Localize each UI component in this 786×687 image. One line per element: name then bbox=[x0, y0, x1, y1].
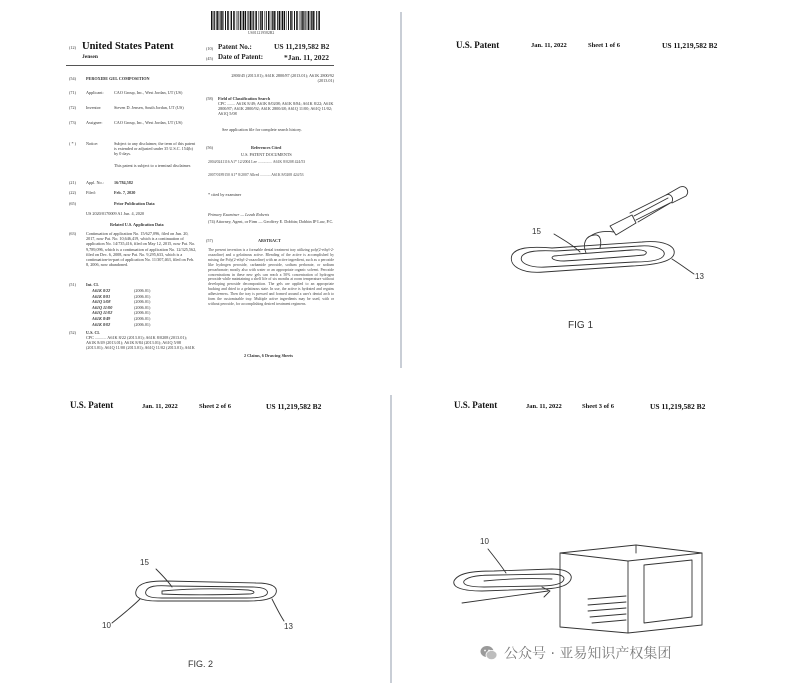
field-title: PEROXIDE GEL COMPOSITION bbox=[86, 76, 150, 81]
fig2-ref-10: 10 bbox=[102, 621, 111, 630]
sheet1-header-left: U.S. Patent bbox=[456, 40, 500, 50]
filed-label: Filed: bbox=[86, 190, 96, 195]
fig2-drawing bbox=[66, 393, 362, 683]
fig1-label: FIG 1 bbox=[568, 320, 594, 331]
code-71: (71) bbox=[69, 90, 76, 95]
us-cl-head: U.S. Cl. bbox=[86, 330, 100, 335]
patent-date: *Jan. 11, 2022 bbox=[284, 53, 330, 62]
prior-pub-head: Prior Publication Data bbox=[114, 201, 155, 206]
code-notice: ( * ) bbox=[69, 141, 76, 146]
search-classes: CPC ........ A61K 8/49; A61K 8/0208; A61K 8/84; A61K 8/22; A61K 2800/87; A61K 2800/92; A61K 2800/48; A61Q 11/00; A61Q 11/02; A61Q 5/08 bbox=[218, 101, 334, 117]
inventor-label: Inventor: bbox=[86, 105, 102, 110]
sheet2-header-sheet: Sheet 2 of 6 bbox=[199, 403, 231, 410]
int-cl-row bbox=[92, 299, 150, 304]
patent-front-page bbox=[66, 8, 336, 368]
appl-no-label: Appl. No.: bbox=[86, 180, 104, 185]
fig3-drawing bbox=[392, 393, 782, 683]
int-cl-year: (2006.01) bbox=[134, 316, 151, 321]
sheet1-header-no: US 11,219,582 B2 bbox=[662, 41, 718, 50]
int-cl-year: (2006.01) bbox=[134, 304, 151, 310]
watermark bbox=[480, 643, 671, 663]
fig2-ref-13: 13 bbox=[284, 622, 293, 631]
int-cl-year: (2006.01) bbox=[134, 288, 151, 293]
patent-no: US 11,219,582 B2 bbox=[274, 42, 330, 51]
inventor-value: Steven D. Jensen, South Jordan, UT (US) bbox=[114, 105, 184, 110]
notice-text: Subject to any disclaimer, the term of this patent is extended or adjusted under 35 U.S.C. 154(b) by 0 days. bbox=[114, 141, 196, 157]
sheet3-header-left: U.S. Patent bbox=[454, 400, 498, 410]
applicant-label: Applicant: bbox=[86, 90, 104, 95]
search-note: See application file for complete search history. bbox=[222, 127, 302, 132]
fig2-ref-15: 15 bbox=[140, 558, 149, 567]
int-cl-code: A61K 8/22 bbox=[92, 288, 111, 293]
patent-title: United States Patent bbox=[82, 41, 174, 52]
fig3-ref-10: 10 bbox=[480, 537, 489, 546]
int-cl-head: Int. Cl. bbox=[86, 282, 99, 287]
related-data: Continuation of application No. 15/627,096, filed on Jun. 20, 2017, now Pat. No. 10,646,419, which is a continuation of application No. 14/735,416, filed on May 12, 2015, now Pat. No. 9,789,096, which is a continuation of application No. 12/325,562, filed on Dec. 6, 2008, now Pat. No. 9,295,633, which is a continuation-in-part of application No. 11/307,463, filed on Feb. 8, 2006, now abandoned. bbox=[86, 231, 197, 268]
ref-2: 2007/0189150 A1* 8/2007 Allred ........... A61K 8/0208 424/53 bbox=[208, 173, 304, 177]
sheet3-header-no: US 11,219,582 B2 bbox=[650, 402, 706, 411]
code-58: (58) bbox=[206, 96, 213, 101]
us-cl: CPC ........... A61K 8/22 (2013.01); A61K 8/0208 (2013.01); A61K 8/49 (2013.01); A61K 8/84 (2013.01); A61Q 5/08 (2013.01); A61Q 11/00 (2013.01); A61Q 11/02 (2013.01); A61K bbox=[86, 335, 195, 351]
code-12: (12) bbox=[69, 45, 76, 50]
int-cl-code: A61K 8/81 bbox=[92, 293, 111, 299]
fig2-label: FIG. 2 bbox=[188, 659, 214, 669]
sheet3-header-date: Jan. 11, 2022 bbox=[526, 403, 562, 410]
barcode-icon bbox=[66, 8, 336, 38]
date-label: Date of Patent: bbox=[218, 53, 264, 61]
code-72: (72) bbox=[69, 105, 76, 110]
refs-head: References Cited bbox=[251, 145, 282, 150]
assignee-label: Assignee: bbox=[86, 120, 103, 125]
appl-no: 16/784,582 bbox=[114, 180, 133, 185]
header-rule bbox=[66, 65, 334, 66]
claims-count: 2 Claims, 6 Drawing Sheets bbox=[244, 353, 293, 358]
us-docs-head: U.S. PATENT DOCUMENTS bbox=[241, 152, 292, 157]
code-73: (73) bbox=[69, 120, 76, 125]
code-56: (56) bbox=[206, 145, 213, 150]
watermark-text: 公众号 · 亚易知识产权集团 bbox=[504, 646, 672, 662]
ref-1: 2004/0241116 A1* 12/2004 Lee ............... A61K 8/0208 424/53 bbox=[208, 160, 306, 164]
sheet2-header-left: U.S. Patent bbox=[70, 400, 114, 410]
attorney: (74) Attorney, Agent, or Firm — Geoffrey E. Dobbin; Dobbin IP Law, P.C. bbox=[208, 219, 334, 224]
int-cl-row bbox=[92, 310, 150, 315]
code-52: (52) bbox=[69, 330, 76, 335]
divider-top bbox=[400, 12, 402, 368]
sheet3-header-sheet: Sheet 3 of 6 bbox=[582, 403, 614, 410]
int-cl-row bbox=[92, 322, 150, 327]
code-10: (10) bbox=[206, 46, 213, 51]
drawing-sheet-2 bbox=[66, 393, 362, 683]
code-57: (57) bbox=[206, 238, 213, 243]
code-51: (51) bbox=[69, 282, 76, 287]
int-cl-code: A61K 8/49 bbox=[92, 316, 111, 321]
sheet2-header-date: Jan. 11, 2022 bbox=[142, 403, 178, 410]
applicant-value: CAO Group, Inc., West Jordan, UT (US) bbox=[114, 90, 183, 95]
code-45: (45) bbox=[206, 56, 213, 61]
int-cl-row bbox=[92, 294, 150, 299]
cpc-cont: 2800/45 (2013.01); A61K 2800/87 (2013.01); A61K 2800/92 (2013.01) bbox=[231, 73, 334, 84]
abstract-text: The present invention is a formable dental treatment tray utilizing poly(2-ethyl-2-oxazoline) and a gelatinous active. Blending of the active is accomplished by mixing the Poly(2-ethyl-2-oxazoline) with an active ingredient, such as a peroxide like hydrogen peroxide, carbamide peroxide, sodium perborate, or sodium percarbonate; mostly also with water or an appropriate organic solvent. Peroxide concentrations in these new gels can reach a 50% concentration of hydrogen peroxide while maintaining a shelf life of six months at room temperature without developing peroxide decomposition. The gels are applied to an appropriate backing and dried to a gelatinous state. In use, the active is hydrated and regains adhesiveness. Then the tray is pressed and formed around a user's dental arch to form the customizable tray. Multiple active ingredients may be used, with or without peroxide, for accomplishing desired treatment regimens. bbox=[208, 248, 334, 306]
inventor-short: Jensen bbox=[82, 54, 98, 60]
ref-15: 15 bbox=[532, 227, 541, 236]
int-cl-row bbox=[92, 305, 150, 310]
notice-label: Notice: bbox=[86, 141, 99, 146]
int-cl-row bbox=[92, 316, 150, 321]
sheet1-header-date: Jan. 11, 2022 bbox=[531, 42, 567, 49]
examiner: Primary Examiner — Lezah Roberts bbox=[208, 212, 270, 217]
int-cl-year: (2006.01) bbox=[134, 310, 151, 316]
barcode-text: US011219582B2 bbox=[248, 31, 275, 35]
int-cl-code: A61K 8/02 bbox=[92, 321, 111, 327]
ref-13: 13 bbox=[695, 272, 704, 281]
assignee-value: CAO Group, Inc., West Jordan, UT (US) bbox=[114, 120, 183, 125]
sheet1-header-sheet: Sheet 1 of 6 bbox=[588, 42, 620, 49]
int-cl-year: (2006.01) bbox=[134, 299, 151, 305]
code-21: (21) bbox=[69, 180, 76, 185]
int-cl-code: A61Q 5/08 bbox=[92, 299, 111, 305]
sheet2-header-no: US 11,219,582 B2 bbox=[266, 402, 322, 411]
related-head: Related U.S. Application Data bbox=[110, 222, 164, 227]
int-cl-code: A61Q 11/00 bbox=[92, 304, 113, 310]
cited-note: * cited by examiner bbox=[208, 192, 242, 197]
code-22: (22) bbox=[69, 190, 76, 195]
int-cl-year: (2006.01) bbox=[134, 293, 151, 299]
code-54: (54) bbox=[69, 76, 76, 81]
filed-date: Feb. 7, 2020 bbox=[114, 190, 136, 195]
int-cl-row bbox=[92, 288, 150, 293]
int-cl-year: (2006.01) bbox=[134, 321, 151, 327]
patent-no-label: Patent No.: bbox=[218, 43, 252, 51]
notice-disclaimer: This patent is subject to a terminal disclaimer. bbox=[114, 163, 191, 168]
code-63: (63) bbox=[69, 231, 76, 236]
fig1-drawing bbox=[404, 10, 770, 368]
search-head: Field of Classification Search bbox=[218, 96, 271, 101]
code-65: (65) bbox=[69, 201, 76, 206]
prior-pub: US 2020/0170009 A1 Jun. 4, 2020 bbox=[86, 211, 145, 216]
wechat-icon bbox=[480, 645, 498, 661]
int-cl-code: A61Q 11/02 bbox=[92, 310, 113, 316]
drawing-sheet-1 bbox=[404, 10, 770, 368]
abstract-head: ABSTRACT bbox=[258, 238, 281, 243]
drawing-sheet-3 bbox=[392, 393, 782, 683]
